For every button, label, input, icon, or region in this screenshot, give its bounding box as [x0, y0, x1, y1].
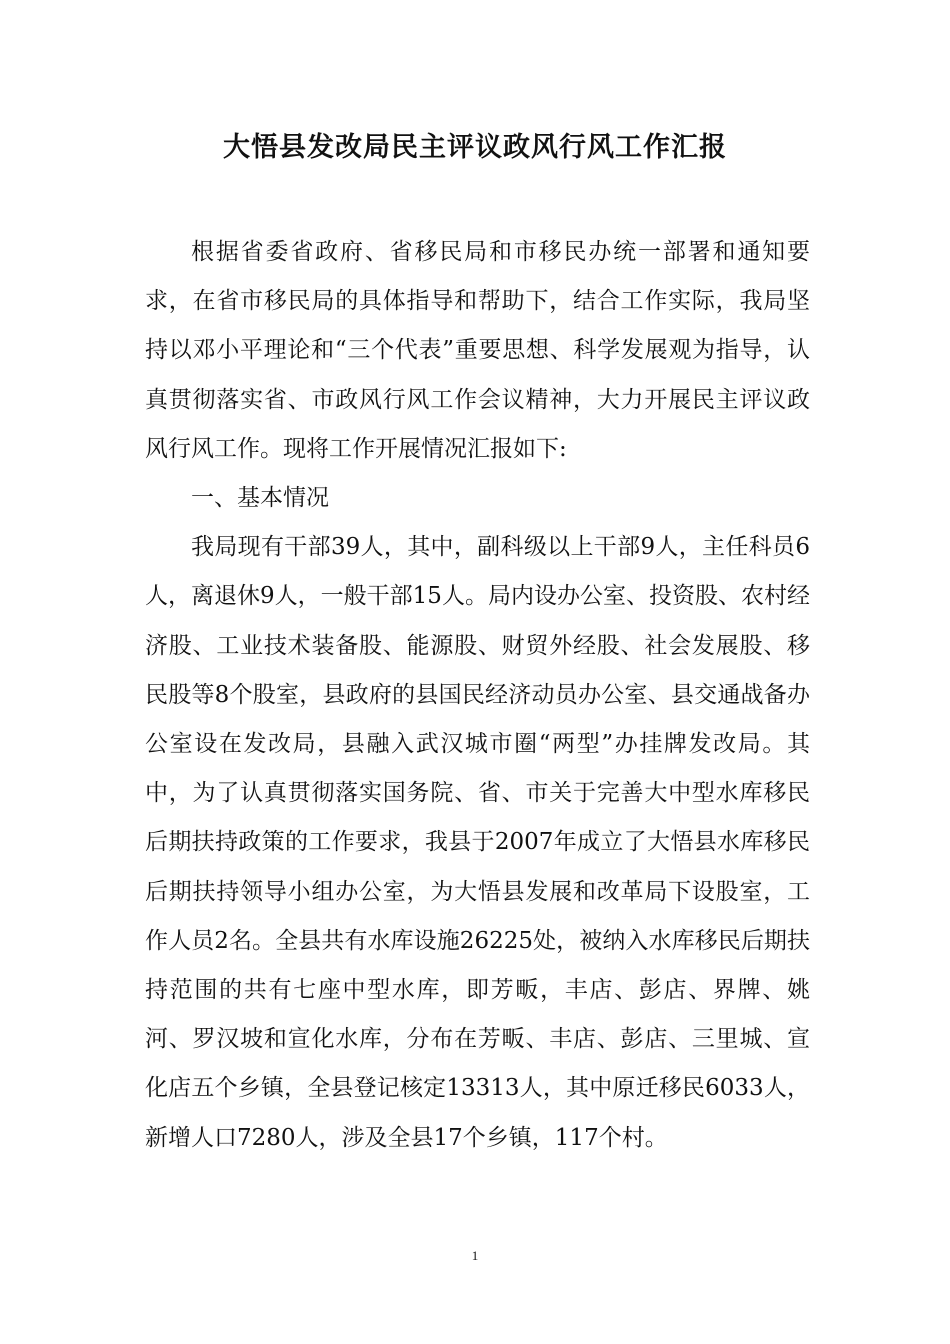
intro-paragraph: 根据省委省政府、省移民局和市移民办统一部署和通知要求，在省市移民局的具体指导和帮助下，结合工作实际，我局坚持以邓小平理论和“三个代表”重要思想、科学发展观为指导，认真贯彻落实省、市政风行风工作会议精神，大力开展民主评议政风行风工作。现将工作开展情况汇报如下: — [145, 239, 810, 462]
basic-situation-paragraph: 我局现有干部39人，其中，副科级以上干部9人，主任科员6人，离退休9人，一般干部15人。局内设办公室、投资股、农村经济股、工业技术装备股、能源股、财贸外经股、社会发展股、移民股等8个股室，县政府的县国民经济动员办公室、县交通战备办公室设在发改局，县融入武汉城市圈“两型”办挂牌发改局。其中，为了认真贯彻落实国务院、省、市关于完善大中型水库移民后期扶持政策的工作要求，我县于2007年成立了大悟县水库移民后期扶持领导小组办公室，为大悟县发展和改革局下设股室，工作人员2名。全县共有水库设施26225处，被纳入水库移民后期扶持范围的共有七座中型水库，即芳畈，丰店、彭店、界牌、姚河、罗汉坡和宣化水库，分布在芳畈、丰店、彭店、三里城、宣化店五个乡镇，全县登记核定13313人，其中原迁移民6033人，新增人口7280人，涉及全县17个乡镇，117个村。 — [145, 534, 810, 1151]
page-number: 1 — [471, 1248, 479, 1263]
document-body — [145, 228, 810, 1163]
document-title: 大悟县发改局民主评议政风行风工作汇报 — [223, 132, 727, 163]
section-heading-basic-situation: 一、基本情况 — [191, 485, 329, 512]
